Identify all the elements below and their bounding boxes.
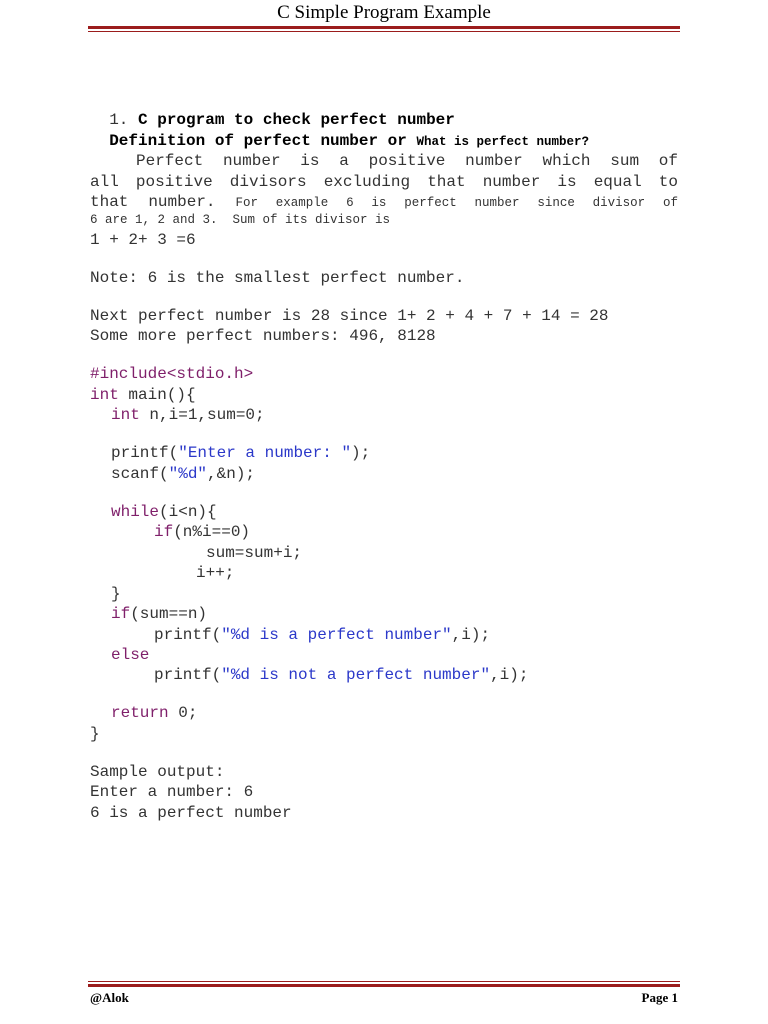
more-perfect-line: Some more perfect numbers: 496, 8128 bbox=[90, 327, 436, 345]
code-increment: i++; bbox=[196, 564, 235, 582]
code-scanf: scanf("%d",&n); bbox=[111, 465, 256, 483]
intro-line-1: Perfect number is a positive number which sum of bbox=[136, 152, 678, 170]
page-header-title: C Simple Program Example bbox=[277, 2, 491, 23]
code-main-close: } bbox=[90, 725, 100, 743]
intro-line-4: 6 are 1, 2 and 3. Sum of its divisor is bbox=[90, 213, 391, 227]
code-printf-not-perfect: printf("%d is not a perfect number",i); bbox=[154, 666, 529, 684]
header-rule-thin bbox=[88, 31, 680, 32]
code-while: while(i<n){ bbox=[111, 503, 217, 521]
code-main: int main(){ bbox=[90, 386, 196, 404]
section-number: 1. bbox=[109, 111, 129, 129]
code-while-close: } bbox=[111, 585, 121, 603]
footer-rule-thick bbox=[88, 984, 680, 987]
intro-line-2: all positive divisors excluding that number is equal to bbox=[90, 173, 678, 191]
section-title: C program to check perfect number bbox=[138, 111, 455, 129]
definition-question: What is perfect number? bbox=[416, 135, 589, 149]
code-sum-update: sum=sum+i; bbox=[206, 544, 303, 562]
definition-label: Definition of perfect number or bbox=[109, 132, 407, 150]
code-include: #include<stdio.h> bbox=[90, 365, 254, 383]
code-if-divisor: if(n%i==0) bbox=[154, 523, 251, 541]
next-perfect-line: Next perfect number is 28 since 1+ 2 + 4 + 7 + 14 = 28 bbox=[90, 307, 609, 325]
footer-page-number: Page 1 bbox=[641, 990, 678, 1005]
header-rule-thick bbox=[88, 26, 680, 29]
code-printf-prompt: printf("Enter a number: "); bbox=[111, 444, 371, 462]
sample-output-line-1: Enter a number: 6 bbox=[90, 783, 254, 801]
sample-output-label: Sample output: bbox=[90, 763, 225, 781]
code-else: else bbox=[111, 646, 150, 664]
footer-rule-thin bbox=[88, 981, 680, 982]
intro-line-5: 1 + 2+ 3 =6 bbox=[90, 231, 196, 249]
sample-output-line-2: 6 is a perfect number bbox=[90, 804, 292, 822]
footer-author: @Alok bbox=[90, 990, 129, 1005]
code-return: return 0; bbox=[111, 704, 198, 722]
note-line: Note: 6 is the smallest perfect number. bbox=[90, 269, 465, 287]
code-if-check: if(sum==n) bbox=[111, 605, 208, 623]
definition-heading bbox=[90, 114, 589, 150]
intro-line-3: that number. For example 6 is perfect number since divisor of bbox=[90, 193, 678, 211]
code-declaration: int n,i=1,sum=0; bbox=[111, 406, 265, 424]
code-printf-perfect: printf("%d is a perfect number",i); bbox=[154, 626, 491, 644]
